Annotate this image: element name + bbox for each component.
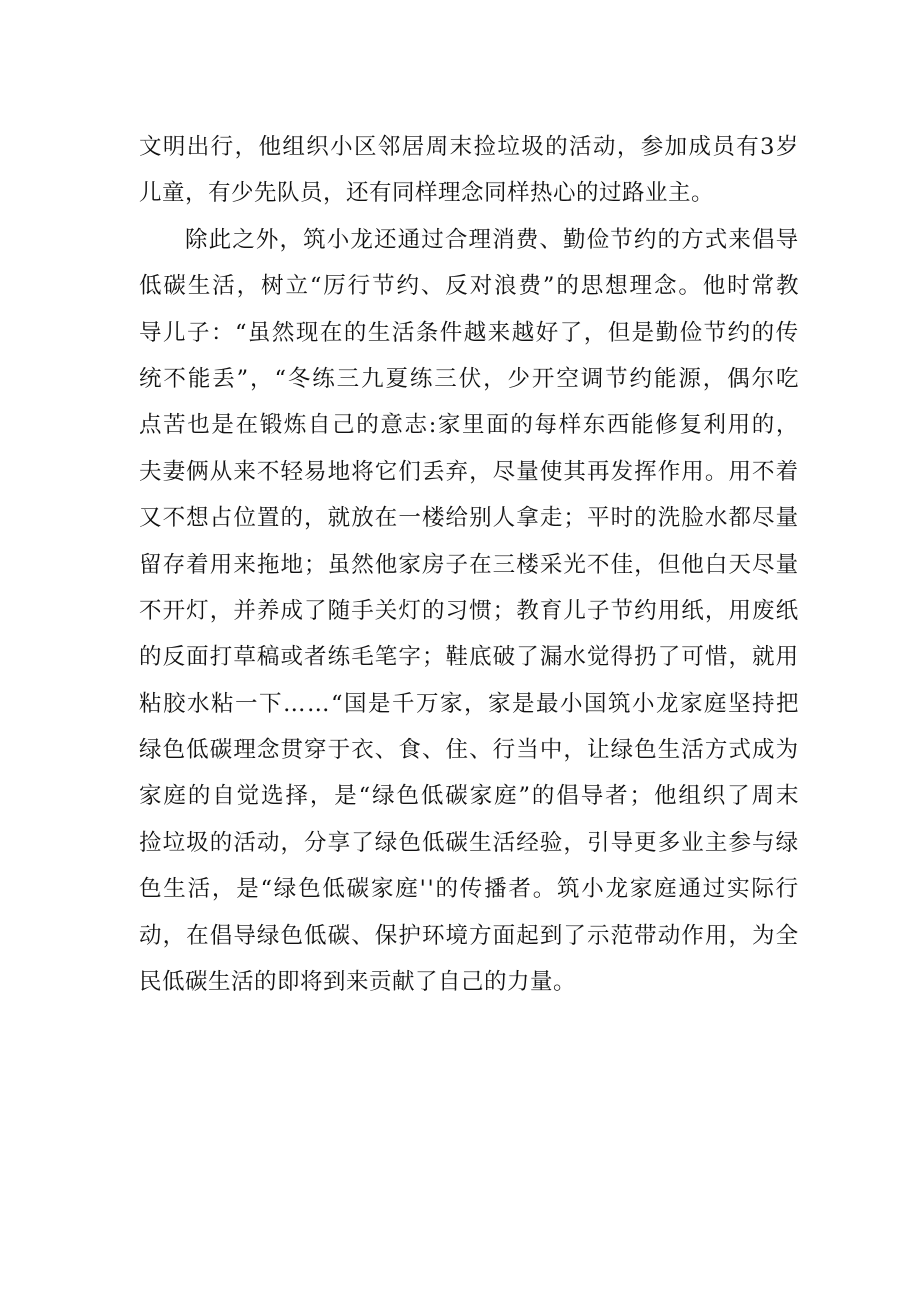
text-line: 绿 色 低 碳 理 念 贯 穿 于 衣 、 食 、 住 、 行 当 中 ， 让 绿 色 生 活 方 式 成 为	[139, 737, 799, 764]
text-line: 夫 妻 俩 从 来 不 轻 易 地 将 它 们 丢 弃 ， 尽 量 使 其 再 发 挥 作 用 。 用 不 着	[139, 458, 799, 485]
text-line: 点 苦 也 是 在 锻 炼 自 己 的 意 志 : 家 里 面 的 每 样 东 西 能 修 复 利 用 的 ，	[139, 412, 799, 439]
text-line: 民低碳生活的即将到来贡献了自己的力量。	[139, 969, 577, 996]
text-line: 儿童，有少先队员，还有同样理念同样热心的过路业主。	[139, 180, 715, 207]
text-line: 不 开 灯 ， 并 养 成 了 随 手 关 灯 的 习 惯 ； 教 育 儿 子 节 约 用 纸 ， 用 废 纸	[139, 597, 799, 624]
text-line: 家 庭 的 自 觉 选 择 ， 是 “ 绿 色 低 碳 家 庭 ” 的 倡 导 者 ； 他 组 织 了 周 末	[139, 783, 799, 810]
text-line: 色 生 活 ， 是 “ 绿 色 低 碳 家 庭 ' ' 的 传 播 者 。 筑 小 龙 家 庭 通 过 实 际 行	[139, 876, 799, 903]
text-line: 粘 胶 水 粘 一 下 … … “ 国 是 千 万 家 ， 家 是 最 小 国 筑 小 龙 家 庭 坚 持 把	[139, 690, 799, 717]
text-line: 留 存 着 用 来 拖 地 ； 虽 然 他 家 房 子 在 三 楼 采 光 不 佳 ， 但 他 白 天 尽 量	[139, 551, 799, 578]
text-line: 导 儿 子 ： “ 虽 然 现 在 的 生 活 条 件 越 来 越 好 了 ， 但 是 勤 俭 节 约 的 传	[139, 319, 799, 346]
text-line: 文 明 出 行 ， 他 组 织 小 区 邻 居 周 末 捡 垃 圾 的 活 动 ， 参 加 成 员 有 3 岁	[139, 134, 799, 160]
text-line: 统 不 能 丢 ” ， “ 冬 练 三 九 夏 练 三 伏 ， 少 开 空 调 节 约 能 源 ， 偶 尔 吃	[139, 365, 799, 392]
text-line: 动 ， 在 倡 导 绿 色 低 碳 、 保 护 环 境 方 面 起 到 了 示 范 带 动 作 用 ， 为 全	[139, 922, 799, 949]
body-text	[139, 124, 799, 1005]
text-line: 的 反 面 打 草 稿 或 者 练 毛 笔 字 ； 鞋 底 破 了 漏 水 觉 得 扔 了 可 惜 ， 就 用	[139, 644, 799, 671]
text-line: 又 不 想 占 位 置 的 ， 就 放 在 一 楼 给 别 人 拿 走 ； 平 时 的 洗 脸 水 都 尽 量	[139, 505, 799, 532]
text-line: 低 碳 生 活 ， 树 立 “ 厉 行 节 约 、 反 对 浪 费 ” 的 思 想 理 念 。 他 时 常 教	[139, 273, 799, 300]
text-line: 捡 垃 圾 的 活 动 ， 分 享 了 绿 色 低 碳 生 活 经 验 ， 引 导 更 多 业 主 参 与 绿	[139, 829, 799, 856]
text-line: 除 此 之 外 ， 筑 小 龙 还 通 过 合 理 消 费 、 勤 俭 节 约 的 方 式 来 倡 导	[185, 226, 799, 253]
